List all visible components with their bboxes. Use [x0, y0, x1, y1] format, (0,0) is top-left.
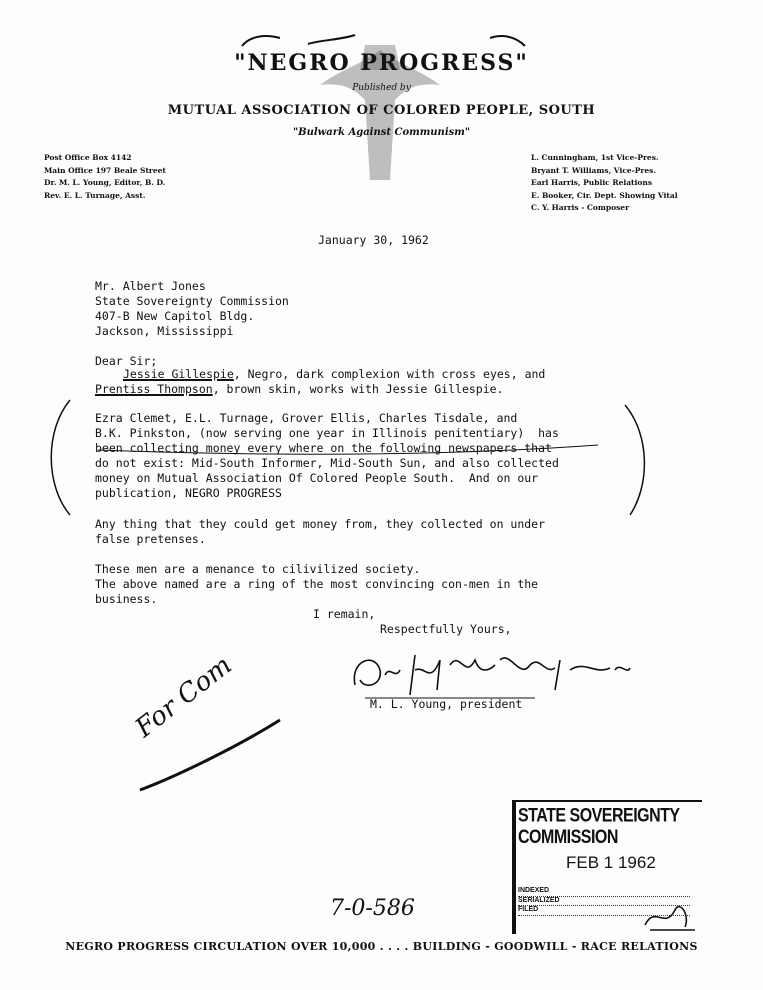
closing-respectfully: Respectfully Yours,: [380, 622, 512, 636]
officer-line: E. Booker, Cir. Dept. Showing Vital: [531, 190, 678, 200]
address-line: State Sovereignty Commission: [95, 294, 289, 308]
paragraph-line: been collecting money every where on the following newspapers that: [95, 441, 552, 455]
letterhead-left-block: [44, 152, 166, 202]
letter-date: January 30, 1962: [318, 233, 429, 247]
office-line: Main Office 197 Beale Street: [44, 165, 166, 175]
motto: "Bulwark Against Communism": [292, 127, 471, 138]
paragraph-line: Any thing that they could get money from, they collected on under: [95, 517, 546, 531]
office-line: Dr. M. L. Young, Editor, B. D.: [44, 178, 166, 187]
paragraph-4: [95, 562, 538, 607]
signer-name: M. L. Young, president: [370, 697, 523, 711]
footer-banner: NEGRO PROGRESS CIRCULATION OVER 10,000 . . . . BUILDING - GOODWILL - RACE RELATIONS: [65, 940, 698, 953]
stamp-field: SERIALIZED: [518, 897, 690, 907]
paragraph-line: publication, NEGRO PROGRESS: [95, 486, 282, 500]
organization-name: MUTUAL ASSOCIATION OF COLORED PEOPLE, SOUTH: [167, 103, 596, 118]
file-number: 7-0-586: [330, 896, 415, 921]
paragraph-line: Prentiss Thompson, brown skin, works with Jessie Gillespie.: [95, 382, 504, 396]
paragraph-line: money on Mutual Association Of Colored People South. And on our: [95, 471, 539, 485]
paragraph-line: false pretenses.: [95, 532, 206, 546]
officer-line: C. Y. Harris - Composer: [531, 203, 630, 212]
bracket-marks: [40, 395, 660, 525]
publication-title: "NEGRO PROGRESS": [234, 50, 529, 76]
stamp-field: INDEXED: [518, 887, 690, 897]
office-line: Post Office Box 4142: [44, 153, 132, 162]
paragraph-line: These men are a menance to cilivilized society.: [95, 562, 421, 576]
officer-line: Bryant T. Williams, Vice-Pres.: [531, 165, 656, 175]
stamp-initials: [640, 895, 700, 935]
paragraph-line: Ezra Clemet, E.L. Turnage, Grover Ellis, Charles Tisdale, and: [95, 411, 518, 425]
stamp-title: STATE SOVEREIGNTY COMMISSION: [518, 806, 680, 848]
paragraph-line: B.K. Pinkston, (now serving one year in Illinois penitentiary) has: [95, 426, 559, 440]
address-line: Jackson, Mississippi: [95, 324, 234, 338]
paragraph-line: business.: [95, 592, 158, 606]
officer-line: Earl Harris, Public Relations: [531, 178, 653, 187]
named-person: Prentiss Thompson: [95, 382, 213, 396]
stamp-field: FILED: [518, 906, 690, 916]
stamp-date: FEB 1 1962: [566, 853, 656, 872]
paragraph-line: The above named are a ring of the most convincing con-men in the: [95, 577, 539, 591]
closing-remain: I remain,: [313, 607, 376, 621]
salutation: Dear Sir;: [95, 354, 158, 368]
address-line: Mr. Albert Jones: [95, 279, 206, 293]
paragraph-line: Jessie Gillespie, Negro, dark complexion with cross eyes, and: [123, 367, 546, 381]
published-by: Published by: [352, 83, 411, 93]
paragraph-1: [95, 367, 545, 397]
named-person: Jessie Gillespie: [123, 367, 234, 381]
recipient-address: [95, 279, 289, 339]
office-line: Rev. E. L. Turnage, Asst.: [44, 190, 146, 200]
handwritten-note: For Com: [130, 650, 238, 744]
letterhead-right-block: [531, 152, 678, 215]
banner-flourish: [240, 30, 530, 50]
officer-line: L. Cunningham, 1st Vice-Pres.: [531, 153, 659, 162]
paragraph-line: do not exist: Mid-South Informer, Mid-South Sun, and also collected: [95, 456, 559, 470]
address-line: 407-B New Capitol Bldg.: [95, 309, 255, 323]
